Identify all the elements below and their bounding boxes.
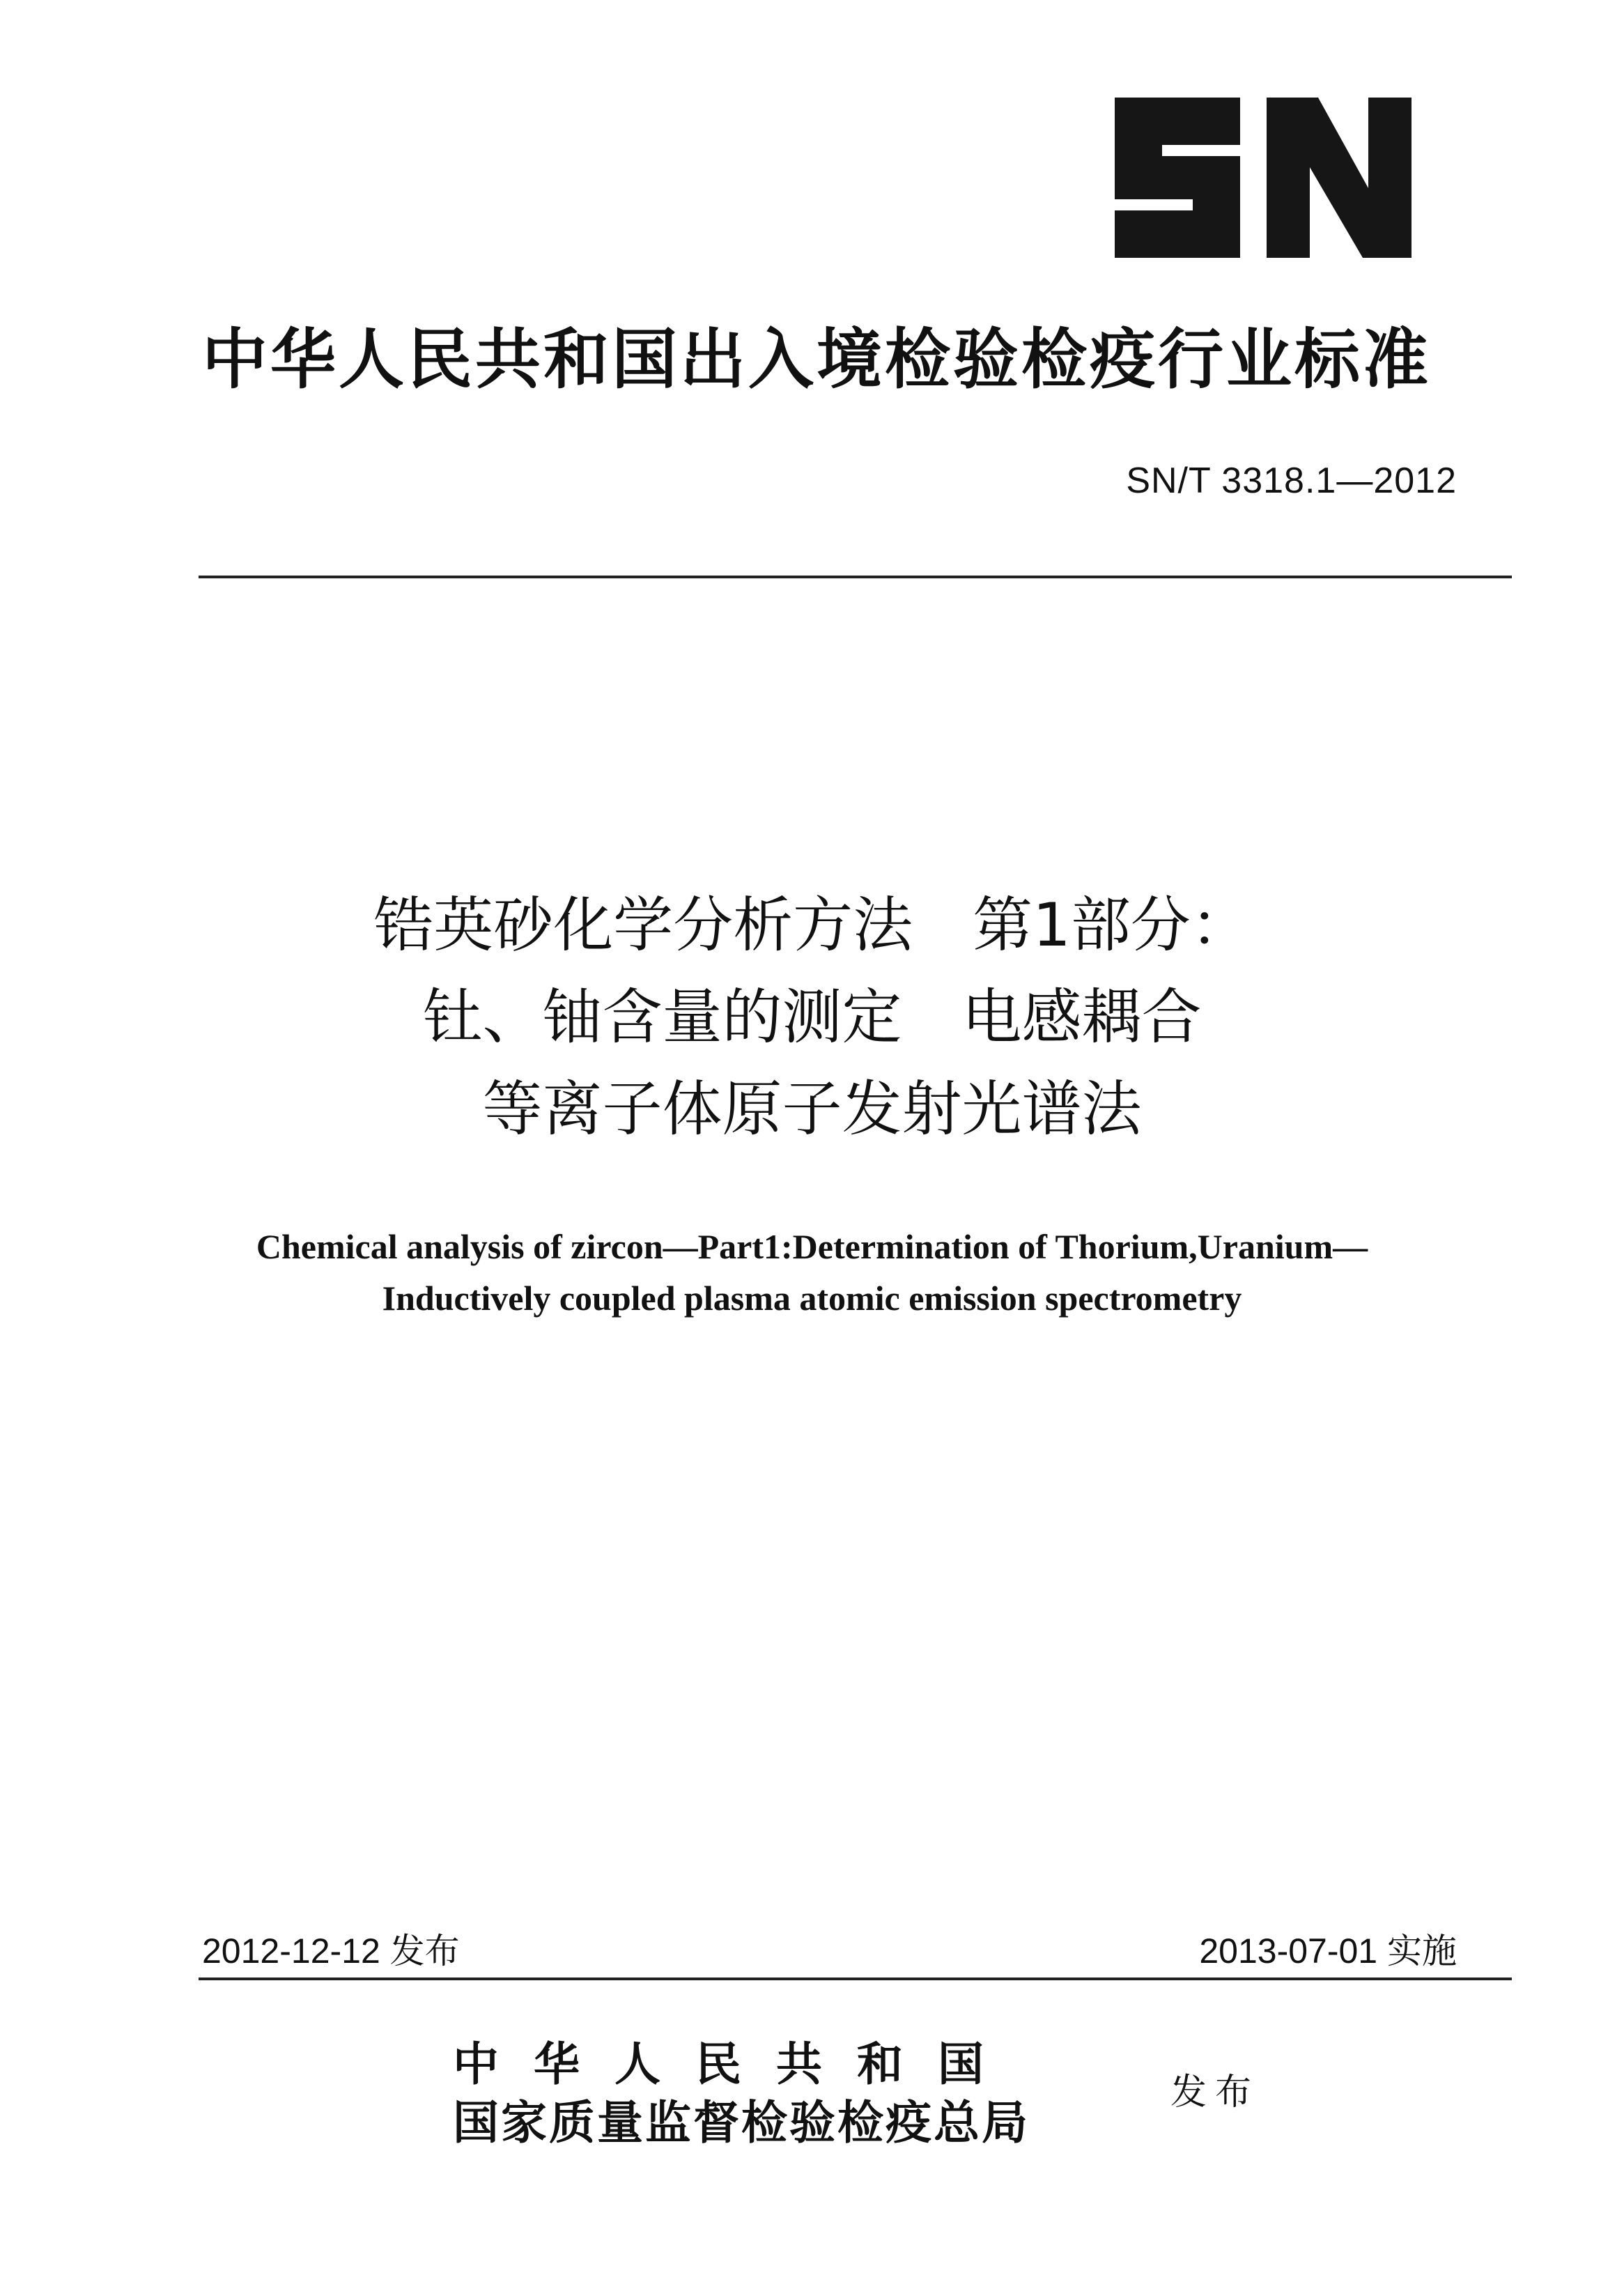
english-title-line-1: Chemical analysis of zircon—Part1:Determination of Thorium,Uranium— [256,1227,1368,1266]
sn-logo-graphic [1101,98,1421,258]
english-title-line-2: Inductively coupled plasma atomic emission spectrometry [382,1279,1242,1318]
issue-date: 2012-12-12 发布 [202,1932,460,1971]
chinese-title-line-2: 钍、铀含量的测定 电感耦合 [422,982,1202,1052]
issuer-line-1: 中华人民共和国 [453,2037,1019,2091]
issuer-line-2: 国家质量监督检验检疫总局 [453,2095,1030,2150]
industry-standard-title: 中华人民共和国出入境检验检疫行业标准 [202,322,1432,398]
header-divider [199,576,1512,578]
sn-logo [1101,98,1421,258]
standard-number: SN/T 3318.1—2012 [1126,461,1457,501]
issue-action-label: 发布 [1170,2072,1260,2113]
chinese-title-line-1: 锆英砂化学分析方法 第1部分： [373,891,1251,960]
footer-divider [199,1978,1512,1980]
chinese-title-line-3: 等离子体原子发射光谱法 [482,1074,1142,1144]
implementation-date: 2013-07-01 实施 [1199,1932,1457,1971]
issuing-authority [453,2035,1030,2152]
